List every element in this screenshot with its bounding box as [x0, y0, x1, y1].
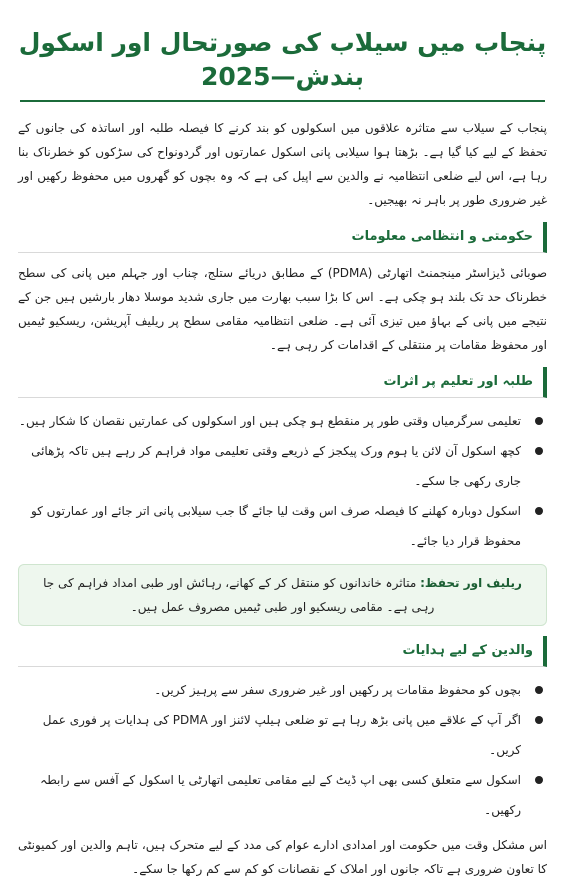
page-title: پنجاب میں سیلاب کی صورتحال اور اسکول بندش—2025 — [18, 28, 547, 91]
title-divider — [20, 100, 545, 102]
govt-paragraph: صوبائی ڈیزاسٹر مینجمنٹ اتھارٹی (PDMA) کے مطابق دریائے ستلج، چناب اور جہلم میں پانی کی سطح خطرناک حد تک بلند ہو چکی ہے۔ اس کا بڑا سبب بھارت میں جاری شدید موسلا دھار بارشیں ہیں جن کے نتیجے میں پانی کے بہاؤ میں تیزی آئی ہے۔ ضلعی انتظامیہ مقامی سطح پر ریلیف آپریشن، ریسکیو ٹیمیں اور محفوظ مقامات پر منتقلی کے اقدامات کر رہی ہے۔ — [18, 266, 548, 352]
bullet-icon — [535, 507, 543, 515]
list-item — [18, 496, 547, 556]
list-item-text: بچوں کو محفوظ مقامات پر رکھیں اور غیر ضروری سفر سے پرہیز کریں۔ — [154, 683, 521, 697]
bullet-icon — [535, 417, 543, 425]
relief-callout — [18, 564, 547, 626]
section-heading-parents: والدین کے لیے ہدایات — [18, 636, 547, 667]
list-item — [18, 765, 547, 825]
list-item — [18, 436, 547, 496]
list-item-text: اسکول دوبارہ کھلنے کا فیصلہ صرف اس وقت لیا جائے گا جب سیلابی پانی اتر جائے اور عمارتوں کو محفوظ قرار دیا جائے۔ — [30, 504, 521, 548]
list-item-text: اسکول سے متعلق کسی بھی اپ ڈیٹ کے لیے مقامی تعلیمی اتھارٹی یا اسکول کے آفس سے رابطہ رکھیں۔ — [40, 773, 521, 817]
closing-paragraph: اس مشکل وقت میں حکومت اور امدادی ادارے عوام کی مدد کے لیے متحرک ہیں، تاہم والدین اور کمیونٹی کا تعاون ضروری ہے تاکہ جانوں اور املاک کے نقصانات کو کم سے کم رکھا جا سکے۔ — [18, 838, 547, 876]
relief-label: ریلیف اور تحفظ: — [420, 576, 522, 590]
bullet-icon — [535, 716, 543, 724]
relief-text: متاثرہ خاندانوں کو منتقل کر کے کھانے، رہائش اور طبی امداد فراہم کی جا رہی ہے۔ مقامی ریسکیو اور طبی ٹیمیں مصروف عمل ہیں۔ — [43, 576, 435, 614]
list-item — [18, 705, 547, 765]
intro-paragraph: پنجاب کے سیلاب سے متاثرہ علاقوں میں اسکولوں کو بند کرنے کا فیصلہ طلبہ اور اساتذہ کی جانوں کے تحفظ کے لیے کیا گیا ہے۔ بڑھتا ہوا سیلابی پانی اسکول عمارتوں اور گردونواح کی سڑکوں کو خطرناک بنا رہا ہے، اس لیے ضلعی انتظامیہ نے والدین سے اپیل کی ہے کہ وہ بچوں کو گھروں میں محفوظ رکھیں اور غیر ضروری طور پر باہر نہ بھیجیں۔ — [18, 121, 547, 207]
bullet-icon — [535, 776, 543, 784]
list-item — [18, 675, 547, 705]
students-list — [18, 406, 547, 556]
list-item — [18, 406, 547, 436]
section-heading-govt: حکومتی و انتظامی معلومات — [18, 222, 547, 253]
list-item-text: تعلیمی سرگرمیاں وقتی طور پر منقطع ہو چکی ہیں اور اسکولوں کی عمارتیں نقصان کا شکار ہیں۔ — [18, 414, 521, 428]
bullet-icon — [535, 686, 543, 694]
list-item-text: کچھ اسکول آن لائن یا ہوم ورک پیکجز کے ذریعے وقتی تعلیمی مواد فراہم کر رہے ہیں تاکہ پڑھائی جاری رکھی جا سکے۔ — [31, 444, 521, 488]
section-heading-students: طلبہ اور تعلیم پر اثرات — [18, 367, 547, 398]
bullet-icon — [535, 447, 543, 455]
list-item-text: اگر آپ کے علاقے میں پانی بڑھ رہا ہے تو ضلعی ہیلپ لائنز اور PDMA کی ہدایات پر فوری عمل کریں۔ — [42, 713, 521, 757]
